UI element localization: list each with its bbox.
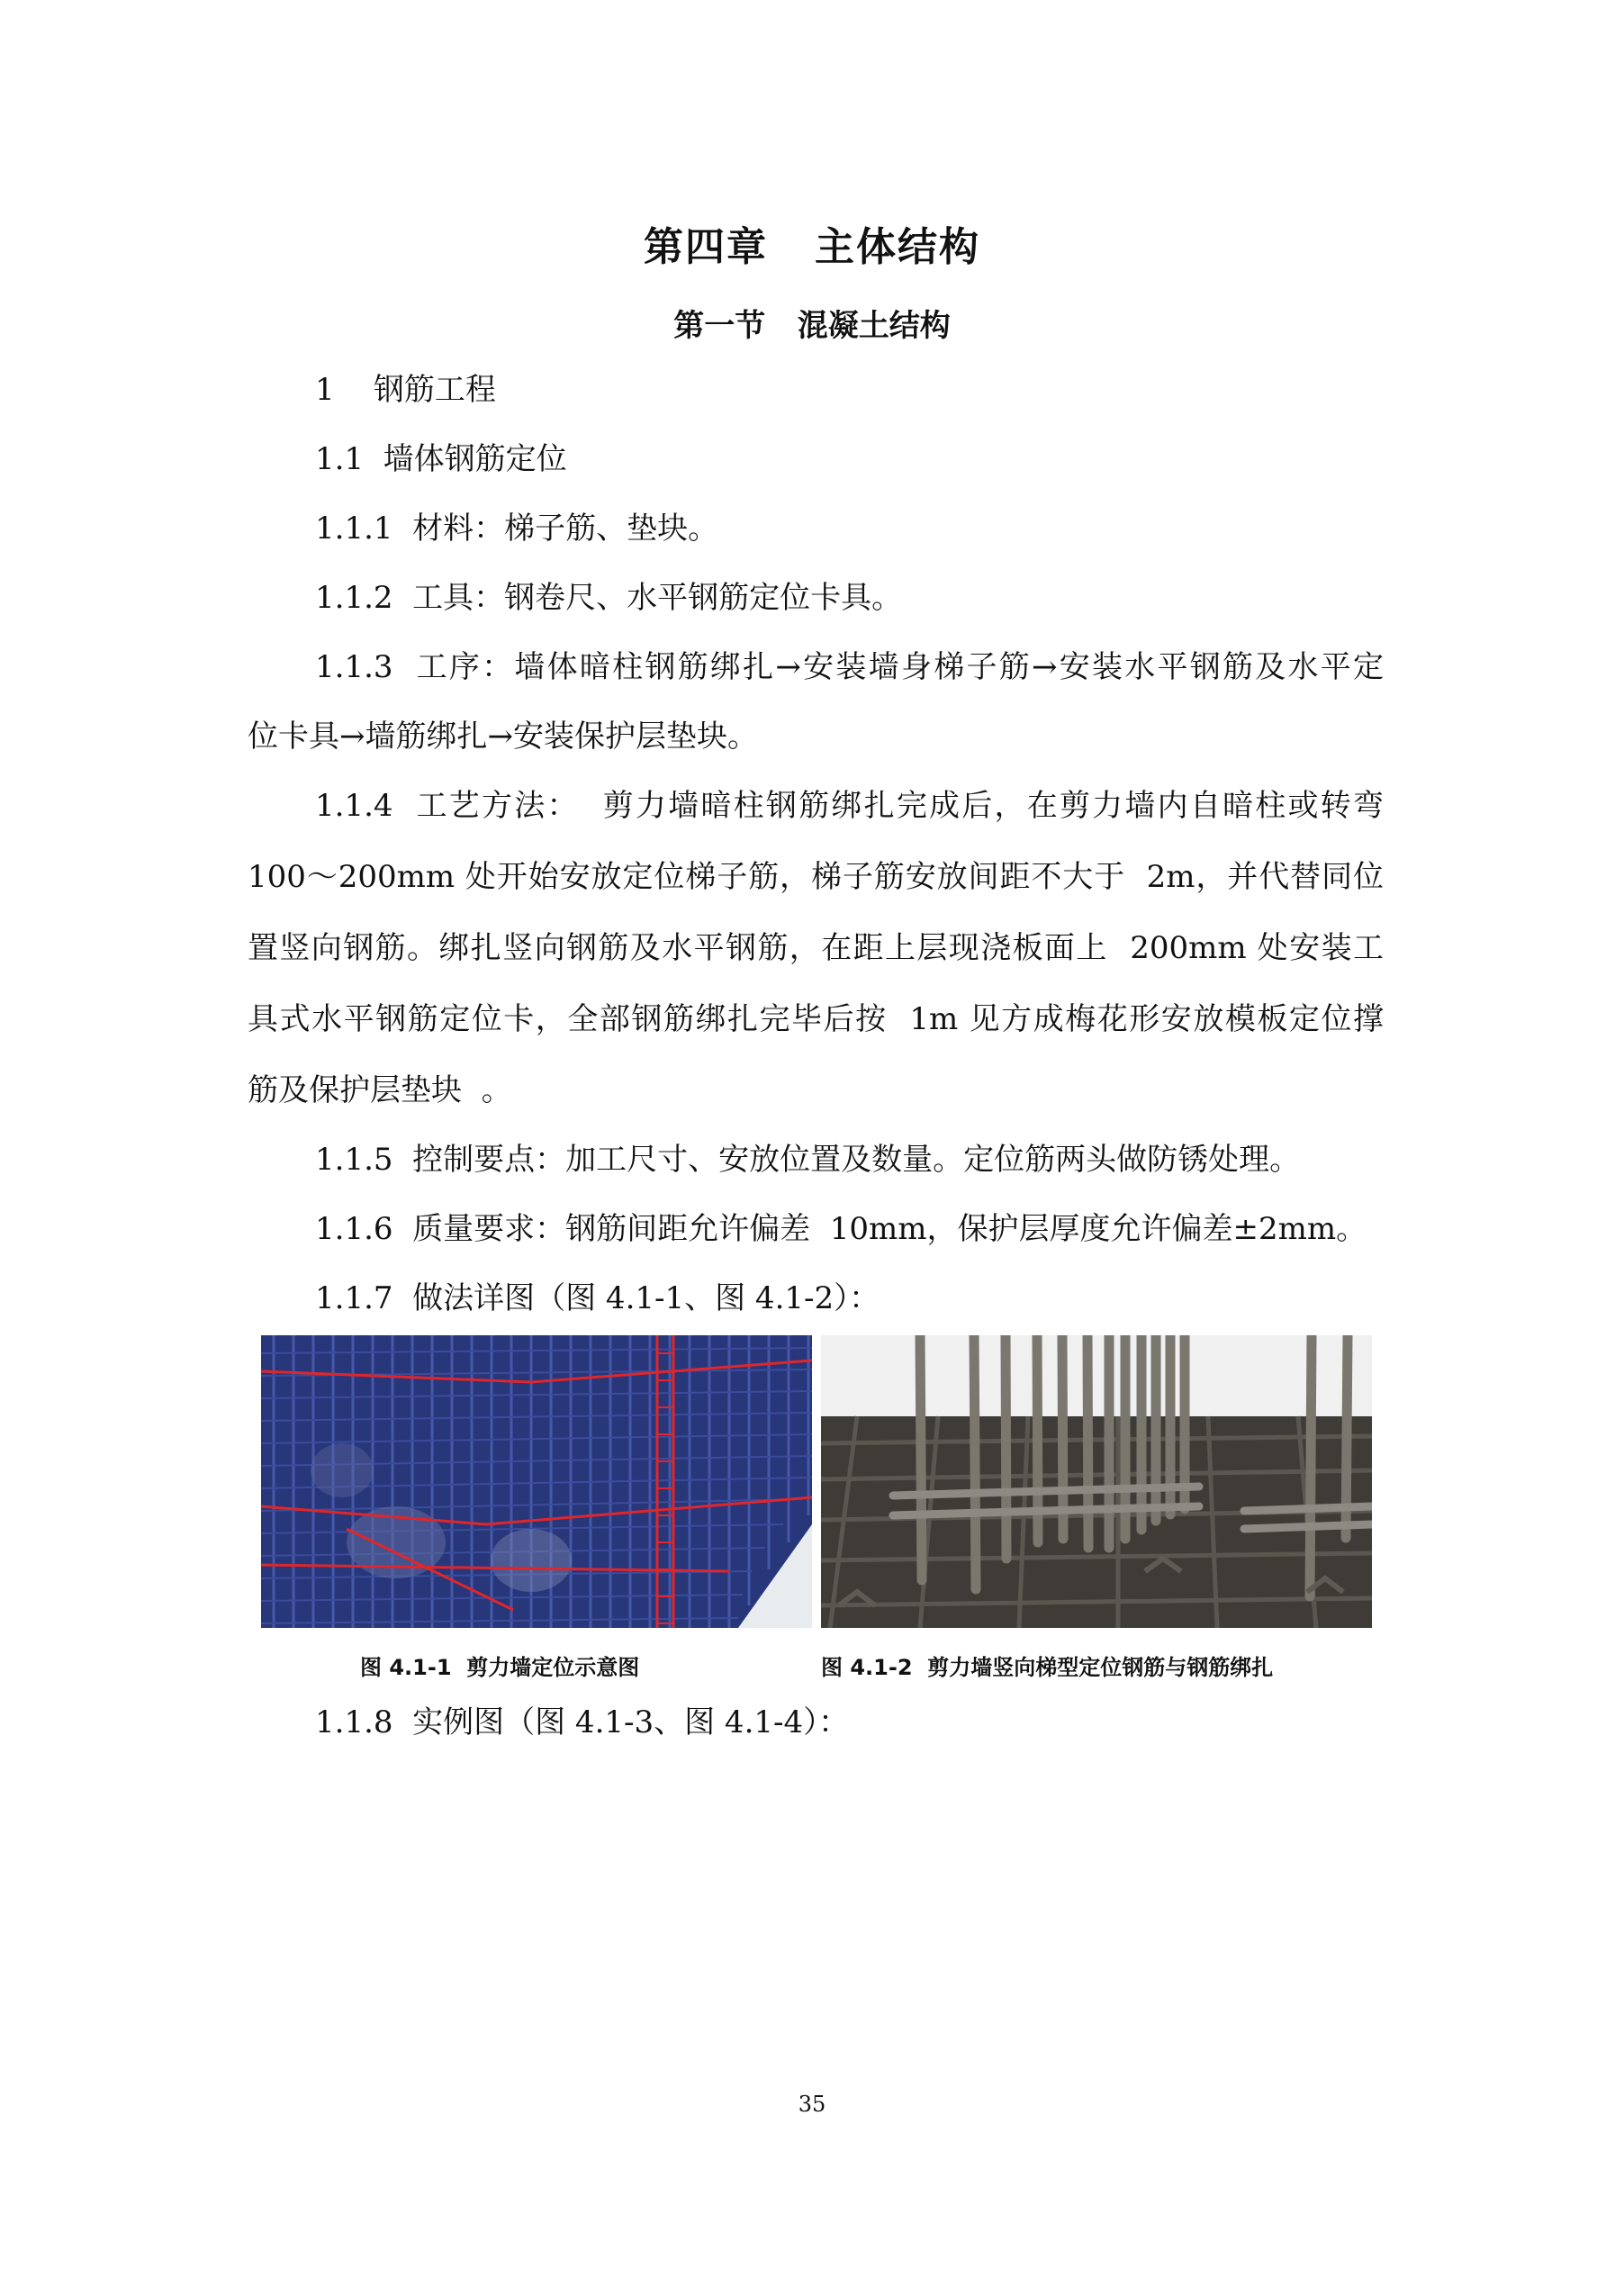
paragraph-quality-requirements: 1.1.6 质量要求：钢筋间距允许偏差 10mm，保护层厚度允许偏差±2mm。 xyxy=(315,1211,1367,1247)
chapter-title: 第四章 主体结构 xyxy=(644,224,980,270)
paragraph-method-line-3: 置竖向钢筋。绑扎竖向钢筋及水平钢筋，在距上层现浇板面上 200mm 处安装工 xyxy=(248,930,1384,966)
figure-2-caption: 图 4.1-2 剪力墙竖向梯型定位钢筋与钢筋绑扎 xyxy=(821,1655,1274,1680)
figure-ladder-positioning-rebar xyxy=(821,1335,1372,1628)
page-number: 35 xyxy=(798,2092,826,2117)
figure-2-illustration xyxy=(821,1335,1372,1628)
paragraph-method-line-5: 筋及保护层垫块 。 xyxy=(248,1072,512,1108)
figure-1-caption: 图 4.1-1 剪力墙定位示意图 xyxy=(360,1655,640,1680)
figure-shear-wall-positioning xyxy=(261,1335,812,1628)
paragraph-method-line-1: 1.1.4 工艺方法： 剪力墙暗柱钢筋绑扎完成后，在剪力墙内自暗柱或转弯 xyxy=(315,788,1384,824)
heading-rebar-engineering: 1 钢筋工程 xyxy=(315,372,496,408)
paragraph-procedure-line-1: 1.1.3 工序：墙体暗柱钢筋绑扎→安装墙身梯子筋→安装水平钢筋及水平定 xyxy=(315,649,1384,685)
paragraph-example-photos: 1.1.8 实例图（图 4.1-3、图 4.1-4）： xyxy=(315,1704,850,1740)
paragraph-tools: 1.1.2 工具：钢卷尺、水平钢筋定位卡具。 xyxy=(315,580,903,616)
paragraph-method-line-4: 具式水平钢筋定位卡，全部钢筋绑扎完毕后按 1m 见方成梅花形安放模板定位撑 xyxy=(248,1001,1384,1037)
heading-wall-rebar-positioning: 1.1 墙体钢筋定位 xyxy=(315,441,567,477)
paragraph-materials: 1.1.1 材料：梯子筋、垫块。 xyxy=(315,511,719,547)
paragraph-procedure-line-2: 位卡具→墙筋绑扎→安装保护层垫块。 xyxy=(248,719,758,755)
section-title: 第一节 混凝土结构 xyxy=(673,308,951,344)
paragraph-control-points: 1.1.5 控制要点：加工尺寸、安放位置及数量。定位筋两头做防锈处理。 xyxy=(315,1142,1301,1178)
paragraph-method-line-2: 100～200mm 处开始安放定位梯子筋，梯子筋安放间距不大于 2m，并代替同位 xyxy=(248,859,1384,895)
paragraph-detail-drawings: 1.1.7 做法详图（图 4.1-1、图 4.1-2）： xyxy=(315,1280,880,1316)
figure-1-illustration xyxy=(261,1335,812,1628)
